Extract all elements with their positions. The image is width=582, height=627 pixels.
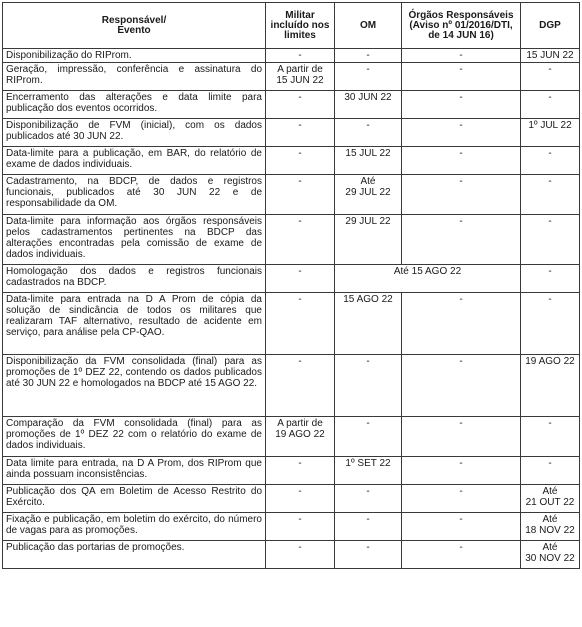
header-dgp: DGP (521, 3, 580, 49)
orgaos-cell: - (402, 485, 521, 513)
table-row (3, 91, 580, 119)
table-row (3, 485, 580, 513)
table-row (3, 63, 580, 91)
orgaos-cell: - (402, 215, 521, 265)
om-cell: - (335, 417, 402, 457)
militar-cell: A partir de 15 JUN 22 (266, 63, 335, 91)
event-cell: Disponibilização de FVM (inicial), com os dados publicados até 30 JUN 22. (3, 119, 266, 147)
orgaos-cell: - (402, 541, 521, 569)
table-row (3, 417, 580, 457)
dgp-cell: Até 30 NOV 22 (521, 541, 580, 569)
militar-cell: - (266, 355, 335, 417)
table-row (3, 457, 580, 485)
dgp-cell: - (521, 175, 580, 215)
table-row (3, 265, 580, 293)
dgp-cell: - (521, 293, 580, 355)
event-cell: Data-limite para entrada na D A Prom de cópia da solução de sindicância de todos os militares que realizaram TAF alternativo, resultado de acidente em serviço, para análise pela CP-QAO. (3, 293, 266, 355)
orgaos-cell: - (402, 293, 521, 355)
om-cell: 15 AGO 22 (335, 293, 402, 355)
event-cell: Data-limite para a publicação, em BAR, do relatório de exame de dados individuais. (3, 147, 266, 175)
event-cell: Comparação da FVM consolidada (final) para as promoções de 1º DEZ 22 com o relatório do exame de dados individuais. (3, 417, 266, 457)
orgaos-cell: - (402, 63, 521, 91)
dgp-cell: Até 18 NOV 22 (521, 513, 580, 541)
om-cell: 15 JUL 22 (335, 147, 402, 175)
militar-cell: - (266, 91, 335, 119)
dgp-cell: 1º JUL 22 (521, 119, 580, 147)
om-cell: 30 JUN 22 (335, 91, 402, 119)
orgaos-cell: - (402, 417, 521, 457)
table-row (3, 175, 580, 215)
event-cell: Cadastramento, na BDCP, de dados e registros funcionais, publicados até 30 JUN 22 e de responsabilidade da OM. (3, 175, 266, 215)
dgp-cell: - (521, 457, 580, 485)
table-row (3, 355, 580, 417)
event-cell: Geração, impressão, conferência e assinatura do RIProm. (3, 63, 266, 91)
militar-cell: - (266, 49, 335, 63)
dgp-cell: 19 AGO 22 (521, 355, 580, 417)
om-cell: - (335, 485, 402, 513)
header-responsavel-evento: Responsável/ Evento (3, 3, 266, 49)
orgaos-cell: - (402, 355, 521, 417)
om-cell: - (335, 541, 402, 569)
table-header (3, 3, 580, 49)
militar-cell: - (266, 119, 335, 147)
militar-cell: - (266, 215, 335, 265)
militar-cell: - (266, 485, 335, 513)
event-cell: Data limite para entrada, na D A Prom, dos RIProm que ainda possuam inconsistências. (3, 457, 266, 485)
dgp-cell: - (521, 215, 580, 265)
militar-cell: - (266, 147, 335, 175)
table-row (3, 49, 580, 63)
table-row (3, 293, 580, 355)
om-cell: - (335, 63, 402, 91)
dgp-cell: - (521, 91, 580, 119)
om-cell: - (335, 119, 402, 147)
orgaos-cell: - (402, 513, 521, 541)
orgaos-cell: - (402, 119, 521, 147)
table-row (3, 147, 580, 175)
event-cell: Disponibilização da FVM consolidada (final) para as promoções de 1º DEZ 22, contendo os dados publicados até 30 JUN 22 e homologados na BDCP até 15 AGO 22. (3, 355, 266, 417)
militar-cell: A partir de 19 AGO 22 (266, 417, 335, 457)
dgp-cell: - (521, 265, 580, 293)
orgaos-cell: - (402, 49, 521, 63)
dgp-cell: - (521, 417, 580, 457)
dgp-cell: Até 21 OUT 22 (521, 485, 580, 513)
header-militar: Militar incluído nos limites (266, 3, 335, 49)
event-cell: Disponibilização do RIProm. (3, 49, 266, 63)
dgp-cell: 15 JUN 22 (521, 49, 580, 63)
event-cell: Publicação das portarias de promoções. (3, 541, 266, 569)
header-orgaos: Órgãos Responsáveis (Aviso nº 01/2016/DTI, de 14 JUN 16) (402, 3, 521, 49)
dgp-cell: - (521, 63, 580, 91)
militar-cell: - (266, 175, 335, 215)
orgaos-cell: - (402, 91, 521, 119)
table-body (3, 49, 580, 569)
militar-cell: - (266, 513, 335, 541)
orgaos-cell: - (402, 147, 521, 175)
table-row (3, 541, 580, 569)
table-row (3, 215, 580, 265)
header-row (3, 3, 580, 49)
orgaos-cell: - (402, 457, 521, 485)
table-row (3, 119, 580, 147)
om-orgaos-merged-cell: Até 15 AGO 22 (335, 265, 521, 293)
orgaos-cell: - (402, 175, 521, 215)
om-cell: - (335, 513, 402, 541)
om-cell: - (335, 49, 402, 63)
event-cell: Publicação dos QA em Boletim de Acesso Restrito do Exército. (3, 485, 266, 513)
event-cell: Homologação dos dados e registros funcionais cadastrados na BDCP. (3, 265, 266, 293)
om-cell: Até 29 JUL 22 (335, 175, 402, 215)
om-cell: 29 JUL 22 (335, 215, 402, 265)
militar-cell: - (266, 541, 335, 569)
dgp-cell: - (521, 147, 580, 175)
militar-cell: - (266, 457, 335, 485)
table-row (3, 513, 580, 541)
militar-cell: - (266, 293, 335, 355)
schedule-table (2, 2, 580, 569)
militar-cell: - (266, 265, 335, 293)
om-cell: - (335, 355, 402, 417)
event-cell: Encerramento das alterações e data limite para publicação dos eventos ocorridos. (3, 91, 266, 119)
event-cell: Data-limite para informação aos órgãos responsáveis pelos cadastramentos pertinentes na BDCP das alterações encontradas pela comissão de exame de dados individuais. (3, 215, 266, 265)
om-cell: 1º SET 22 (335, 457, 402, 485)
event-cell: Fixação e publicação, em boletim do exército, do número de vagas para as promoções. (3, 513, 266, 541)
header-om: OM (335, 3, 402, 49)
